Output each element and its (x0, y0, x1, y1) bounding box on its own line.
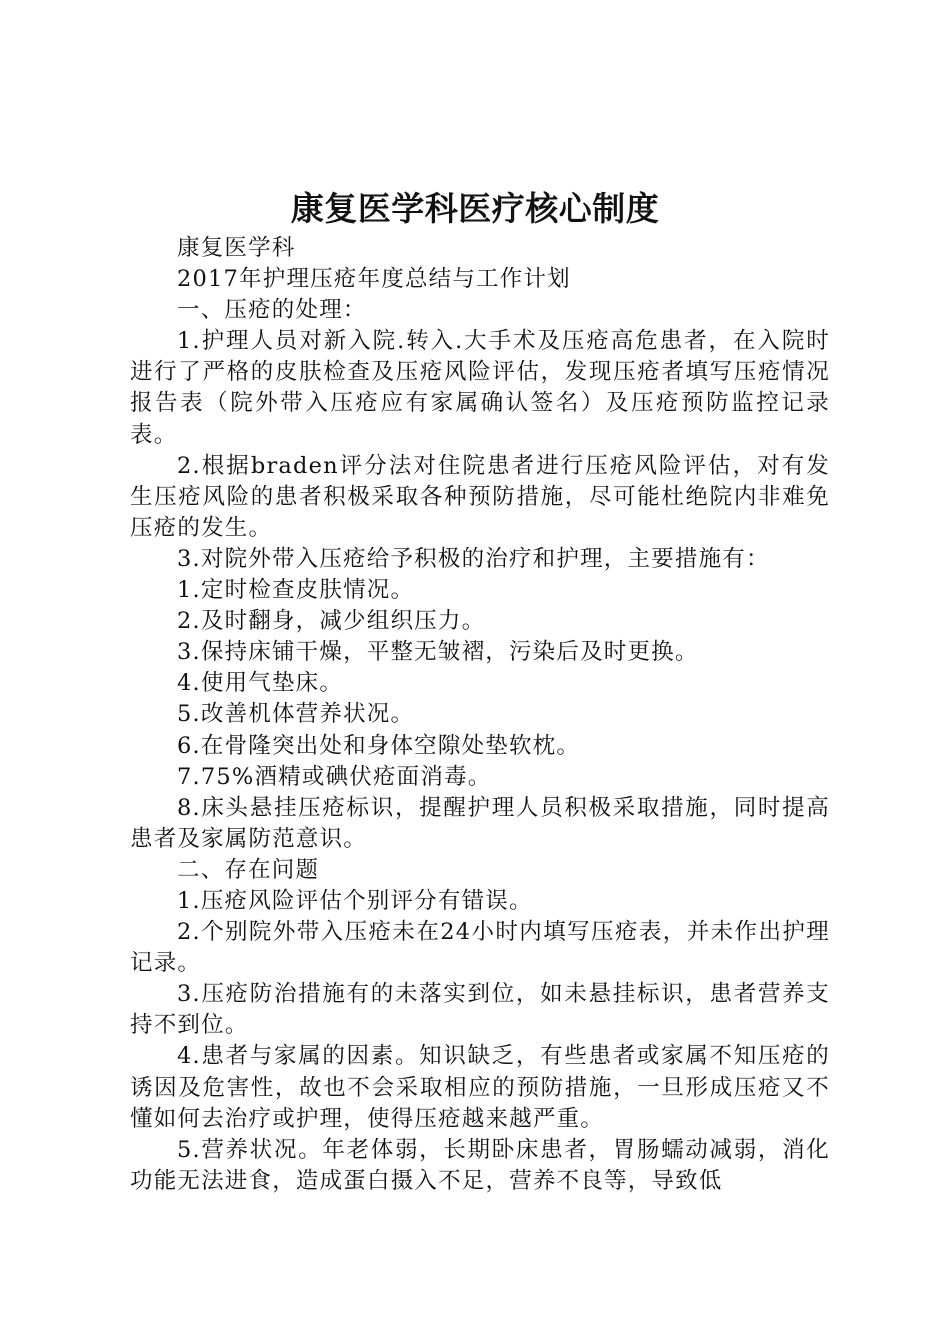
list-item: 3.保持床铺干燥，平整无皱褶，污染后及时更换。 (177, 639, 699, 666)
list-item: 2.及时翻身，减少组织压力。 (177, 608, 486, 635)
paragraph: 2.根据braden评分法对住院患者进行压疮风险评估，对有发生压疮风险的患者积极采取各种预防措施，尽可能杜绝院内非难免压疮的发生。 (130, 452, 830, 541)
list-item: 4.使用气垫床。 (177, 670, 344, 697)
list-item: 5.改善机体营养状况。 (177, 701, 415, 728)
paragraph: 5.营养状况。年老体弱，长期卧床患者，胃肠蠕动减弱，消化功能无法进食，造成蛋白摄入不足，营养不良等，导致低 (130, 1136, 830, 1194)
paragraph: 3.压疮防治措施有的未落实到位，如未悬挂标识，患者营养支持不到位。 (130, 981, 830, 1039)
paragraph: 4.患者与家属的因素。知识缺乏，有些患者或家属不知压疮的诱因及危害性，故也不会采取相应的预防措施，一旦形成压疮又不懂如何去治疗或护理，使得压疮越来越严重。 (130, 1043, 830, 1132)
paragraph: 1.压疮风险评估个别评分有错误。 (177, 887, 533, 914)
paragraph: 1.护理人员对新入院.转入.大手术及压疮高危患者，在入院时进行了严格的皮肤检查及压疮风险评估，发现压疮者填写压疮情况报告表（院外带入压疮应有家属确认签名）及压疮预防监控记录表。 (130, 328, 830, 448)
paragraph-subtitle: 2017年护理压疮年度总结与工作计划 (177, 266, 571, 293)
document-title: 康复医学科医疗核心制度 (290, 189, 660, 228)
section-heading-1: 一、压疮的处理： (177, 297, 367, 324)
document-body (130, 233, 830, 1197)
paragraph-department: 康复医学科 (177, 235, 296, 261)
list-item: 6.在骨隆突出处和身体空隙处垫软枕。 (177, 732, 581, 759)
paragraph: 3.对院外带入压疮给予积极的治疗和护理，主要措施有： (177, 545, 770, 572)
list-item: 8.床头悬挂压疮标识，提醒护理人员积极采取措施，同时提高患者及家属防范意识。 (130, 794, 830, 852)
list-item: 1.定时检查皮肤情况。 (177, 577, 415, 604)
paragraph: 2.个别院外带入压疮未在24小时内填写压疮表，并未作出护理记录。 (130, 919, 830, 977)
list-item: 7.75%酒精或碘伏疮面消毒。 (177, 763, 492, 790)
section-heading-2: 二、存在问题 (177, 856, 320, 883)
